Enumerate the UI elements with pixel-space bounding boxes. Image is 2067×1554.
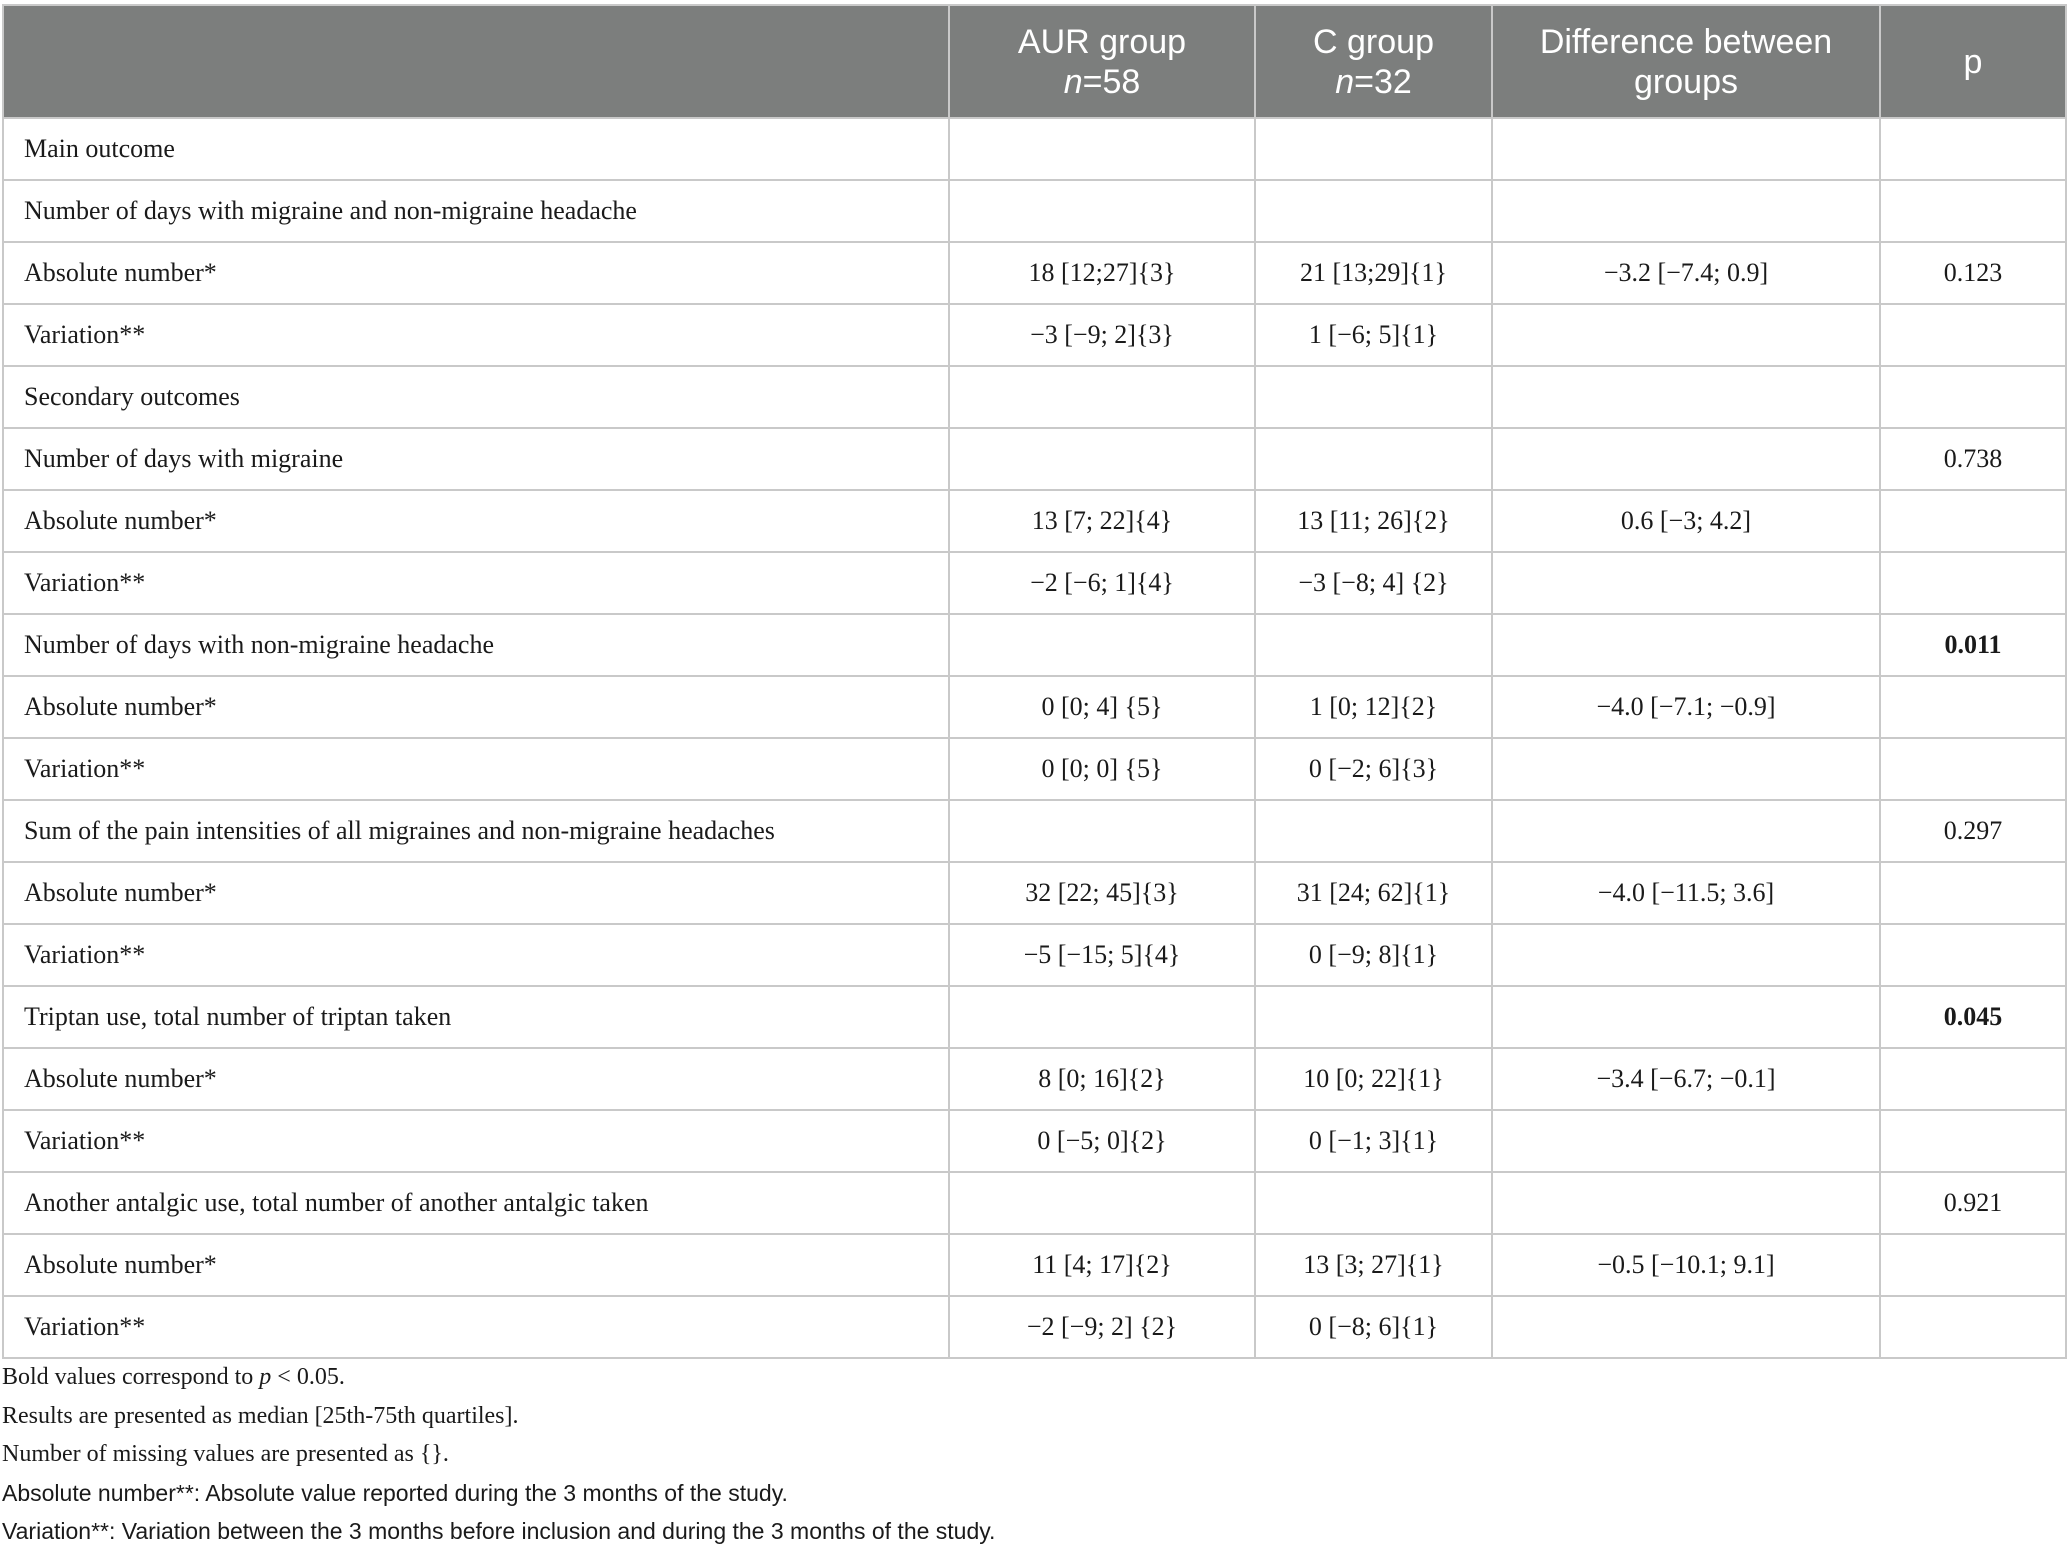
cell-difference (1492, 924, 1880, 986)
header-c-n-label: n (1335, 62, 1355, 101)
cell-aur-group: −2 [−9; 2] {2} (949, 1296, 1255, 1358)
cell-c-group (1255, 614, 1492, 676)
note-bold-prefix: Bold values correspond to (2, 1364, 260, 1390)
cell-difference: −4.0 [−11.5; 3.6] (1492, 862, 1880, 924)
cell-difference (1492, 1172, 1880, 1234)
cell-aur-group: −3 [−9; 2]{3} (949, 304, 1255, 366)
row-label: Absolute number* (3, 1048, 949, 1110)
cell-c-group: 21 [13;29]{1} (1255, 242, 1492, 304)
header-aur-group (949, 5, 1255, 118)
table-row (3, 1048, 2066, 1110)
cell-aur-group: 32 [22; 45]{3} (949, 862, 1255, 924)
cell-p-value: 0.045 (1880, 986, 2066, 1048)
row-label: Variation** (3, 738, 949, 800)
cell-p-value (1880, 118, 2066, 180)
cell-c-group: 1 [−6; 5]{1} (1255, 304, 1492, 366)
cell-c-group: 0 [−2; 6]{3} (1255, 738, 1492, 800)
cell-aur-group: 11 [4; 17]{2} (949, 1234, 1255, 1296)
cell-aur-group: −5 [−15; 5]{4} (949, 924, 1255, 986)
cell-difference (1492, 118, 1880, 180)
row-label: Sum of the pain intensities of all migraines and non-migraine headaches (3, 800, 949, 862)
table-row (3, 1234, 2066, 1296)
row-label: Variation** (3, 924, 949, 986)
cell-difference (1492, 552, 1880, 614)
row-label: Number of days with migraine and non-migraine headache (3, 180, 949, 242)
cell-p-value: 0.011 (1880, 614, 2066, 676)
cell-p-value: 0.921 (1880, 1172, 2066, 1234)
cell-aur-group (949, 118, 1255, 180)
cell-c-group (1255, 428, 1492, 490)
table-row (3, 242, 2066, 304)
cell-aur-group (949, 986, 1255, 1048)
cell-c-group: 13 [3; 27]{1} (1255, 1234, 1492, 1296)
cell-c-group: 0 [−9; 8]{1} (1255, 924, 1492, 986)
header-difference: Difference between groups (1492, 5, 1880, 118)
row-label: Variation** (3, 304, 949, 366)
note-results: Results are presented as median [25th-75th quartiles]. (2, 1402, 519, 1429)
cell-c-group (1255, 180, 1492, 242)
cell-p-value (1880, 738, 2066, 800)
table-row (3, 118, 2066, 180)
cell-c-group (1255, 986, 1492, 1048)
cell-p-value (1880, 1048, 2066, 1110)
row-label: Triptan use, total number of triptan taken (3, 986, 949, 1048)
table-row (3, 862, 2066, 924)
cell-aur-group (949, 614, 1255, 676)
cell-aur-group (949, 180, 1255, 242)
cell-difference (1492, 180, 1880, 242)
cell-aur-group: 8 [0; 16]{2} (949, 1048, 1255, 1110)
note-bold-values (2, 1358, 995, 1397)
cell-c-group: 13 [11; 26]{2} (1255, 490, 1492, 552)
header-aur-group-n (960, 62, 1244, 102)
header-c-group-title: C group (1313, 22, 1434, 61)
header-row (3, 5, 2066, 118)
cell-p-value (1880, 490, 2066, 552)
cell-aur-group: −2 [−6; 1]{4} (949, 552, 1255, 614)
table-row (3, 924, 2066, 986)
cell-c-group: 31 [24; 62]{1} (1255, 862, 1492, 924)
cell-p-value (1880, 304, 2066, 366)
note-absolute: Absolute number**: Absolute value reported during the 3 months of the study. (2, 1479, 788, 1506)
cell-difference (1492, 738, 1880, 800)
cell-difference: −4.0 [−7.1; −0.9] (1492, 676, 1880, 738)
cell-c-group: 1 [0; 12]{2} (1255, 676, 1492, 738)
cell-aur-group: 13 [7; 22]{4} (949, 490, 1255, 552)
table-row (3, 1296, 2066, 1358)
table-row (3, 552, 2066, 614)
cell-aur-group: 18 [12;27]{3} (949, 242, 1255, 304)
row-label: Absolute number* (3, 1234, 949, 1296)
cell-aur-group (949, 428, 1255, 490)
table-row (3, 428, 2066, 490)
table-row (3, 800, 2066, 862)
header-aur-n-value: =58 (1082, 62, 1141, 101)
cell-aur-group (949, 800, 1255, 862)
row-label: Absolute number* (3, 862, 949, 924)
note-variation: Variation**: Variation between the 3 months before inclusion and during the 3 months of the study. (2, 1518, 996, 1544)
note-bold-suffix: < 0.05. (271, 1364, 345, 1390)
row-label: Variation** (3, 1296, 949, 1358)
cell-aur-group: 0 [0; 0] {5} (949, 738, 1255, 800)
cell-aur-group: 0 [−5; 0]{2} (949, 1110, 1255, 1172)
cell-p-value (1880, 1110, 2066, 1172)
cell-c-group: 0 [−8; 6]{1} (1255, 1296, 1492, 1358)
cell-p-value (1880, 366, 2066, 428)
cell-c-group (1255, 118, 1492, 180)
cell-c-group (1255, 366, 1492, 428)
cell-difference (1492, 428, 1880, 490)
table-row (3, 1110, 2066, 1172)
cell-difference (1492, 614, 1880, 676)
table-row (3, 738, 2066, 800)
cell-p-value: 0.123 (1880, 242, 2066, 304)
row-label: Number of days with non-migraine headache (3, 614, 949, 676)
cell-difference (1492, 1296, 1880, 1358)
row-label: Variation** (3, 552, 949, 614)
cell-difference: −0.5 [−10.1; 9.1] (1492, 1234, 1880, 1296)
header-c-n-value: =32 (1354, 62, 1412, 101)
cell-difference: −3.4 [−6.7; −0.1] (1492, 1048, 1880, 1110)
cell-aur-group (949, 1172, 1255, 1234)
cell-c-group: 10 [0; 22]{1} (1255, 1048, 1492, 1110)
table-body (3, 118, 2066, 1358)
table-row (3, 676, 2066, 738)
table-row (3, 614, 2066, 676)
row-label: Absolute number* (3, 676, 949, 738)
cell-p-value (1880, 862, 2066, 924)
cell-c-group (1255, 1172, 1492, 1234)
cell-p-value (1880, 1296, 2066, 1358)
table-row (3, 180, 2066, 242)
row-label: Absolute number* (3, 490, 949, 552)
cell-difference: −3.2 [−7.4; 0.9] (1492, 242, 1880, 304)
cell-difference: 0.6 [−3; 4.2] (1492, 490, 1880, 552)
cell-p-value (1880, 924, 2066, 986)
cell-c-group: −3 [−8; 4] {2} (1255, 552, 1492, 614)
header-c-group-n (1266, 62, 1481, 102)
header-c-group (1255, 5, 1492, 118)
cell-aur-group (949, 366, 1255, 428)
cell-c-group: 0 [−1; 3]{1} (1255, 1110, 1492, 1172)
cell-difference (1492, 366, 1880, 428)
cell-p-value (1880, 552, 2066, 614)
row-label: Absolute number* (3, 242, 949, 304)
row-label: Secondary outcomes (3, 366, 949, 428)
header-p: p (1880, 5, 2066, 118)
cell-p-value (1880, 180, 2066, 242)
cell-p-value: 0.738 (1880, 428, 2066, 490)
note-bold-p: p (259, 1364, 272, 1390)
table-row (3, 1172, 2066, 1234)
results-table (2, 4, 2067, 1359)
row-label: Another antalgic use, total number of another antalgic taken (3, 1172, 949, 1234)
table-row (3, 490, 2066, 552)
cell-difference (1492, 304, 1880, 366)
note-missing: Number of missing values are presented as {}. (2, 1441, 449, 1467)
cell-p-value (1880, 1234, 2066, 1296)
table-row (3, 304, 2066, 366)
cell-difference (1492, 986, 1880, 1048)
row-label: Main outcome (3, 118, 949, 180)
cell-c-group (1255, 800, 1492, 862)
header-label (3, 5, 949, 118)
cell-p-value (1880, 676, 2066, 738)
table-row (3, 366, 2066, 428)
cell-p-value: 0.297 (1880, 800, 2066, 862)
header-aur-n-label: n (1063, 62, 1083, 101)
table-row (3, 986, 2066, 1048)
row-label: Number of days with migraine (3, 428, 949, 490)
cell-difference (1492, 1110, 1880, 1172)
row-label: Variation** (3, 1110, 949, 1172)
cell-difference (1492, 800, 1880, 862)
cell-aur-group: 0 [0; 4] {5} (949, 676, 1255, 738)
table-notes (2, 1358, 995, 1551)
header-aur-group-title: AUR group (1017, 22, 1187, 61)
